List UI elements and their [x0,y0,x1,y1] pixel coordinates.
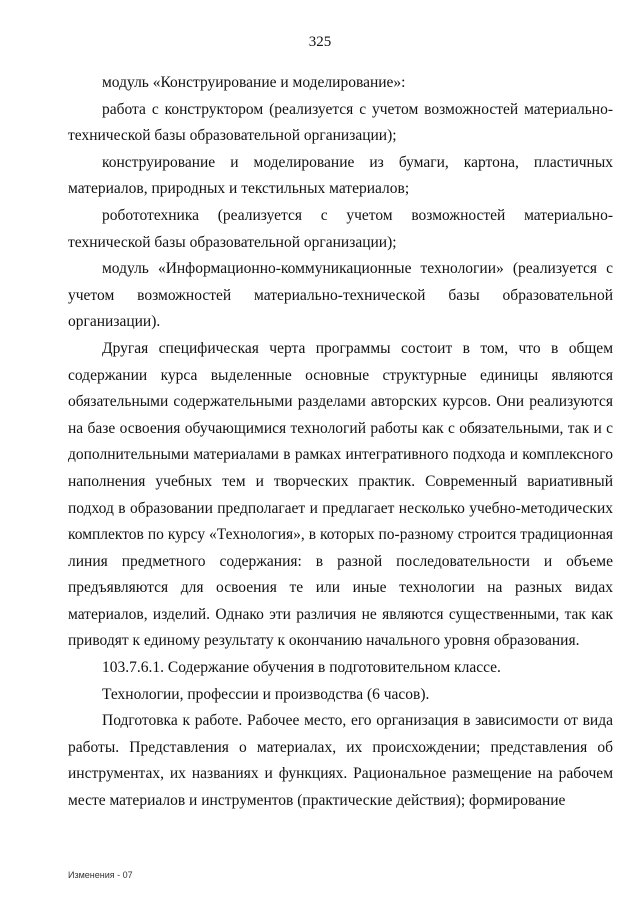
document-body [68,70,613,815]
paragraph-specific-feature: Другая специфическая черта программы состоит в том, что в общем содержании курса выделенные основные структурные единицы являются обязательными содержательными разделами авторских курсов. Они реализуются на базе освоения обучающимися технологий работы как с обязательными, так и с дополнительными материалами в рамках интегративного подхода и комплексного наполнения учебных тем и творческих практик. Современный вариативный подход в образовании предполагает и предлагает несколько учебно-методических комплектов по курсу «Технология», в которых по-разному строится традиционная линия предметного содержания: в разной последовательности и объеме предъявляются для освоения те или иные технологии на разных видах материалов, изделий. Однако эти различия не являются существенными, так как приводят к единому результату к окончанию начального уровня образования. [68,339,613,650]
subsection-heading-technologies: Технологии, профессии и производства (6 часов). [102,685,430,703]
paragraph-module-ict: модуль «Информационно-коммуникационные технологии» (реализуется с учетом возможностей материально-технической базы образовательной организации). [68,260,613,331]
paragraph-robotics: робототехника (реализуется с учетом возможностей материально-технической базы образовательной организации); [68,206,613,251]
footer-note: Изменения - 07 [68,870,133,880]
paragraph-work-preparation: Подготовка к работе. Рабочее место, его организация в зависимости от вида работы. Представления о материалах, их происхождении; представления об инструментах, их названиях и функциях. Рациональное размещение на рабочем месте материалов и инструментов (практические действия); формирование [68,712,613,810]
section-heading-preparatory-class: 103.7.6.1. Содержание обучения в подготовительном классе. [102,659,501,677]
page-number: 325 [308,34,332,50]
paragraph-paper-modeling: конструирование и моделирование из бумаги, картона, пластичных материалов, природных и текстильных материалов; [68,153,613,198]
paragraph-constructor-work: работа с конструктором (реализуется с учетом возможностей материально-технической базы образовательной организации); [68,100,613,145]
paragraph-module-construction: модуль «Конструирование и моделирование»: [102,74,406,91]
